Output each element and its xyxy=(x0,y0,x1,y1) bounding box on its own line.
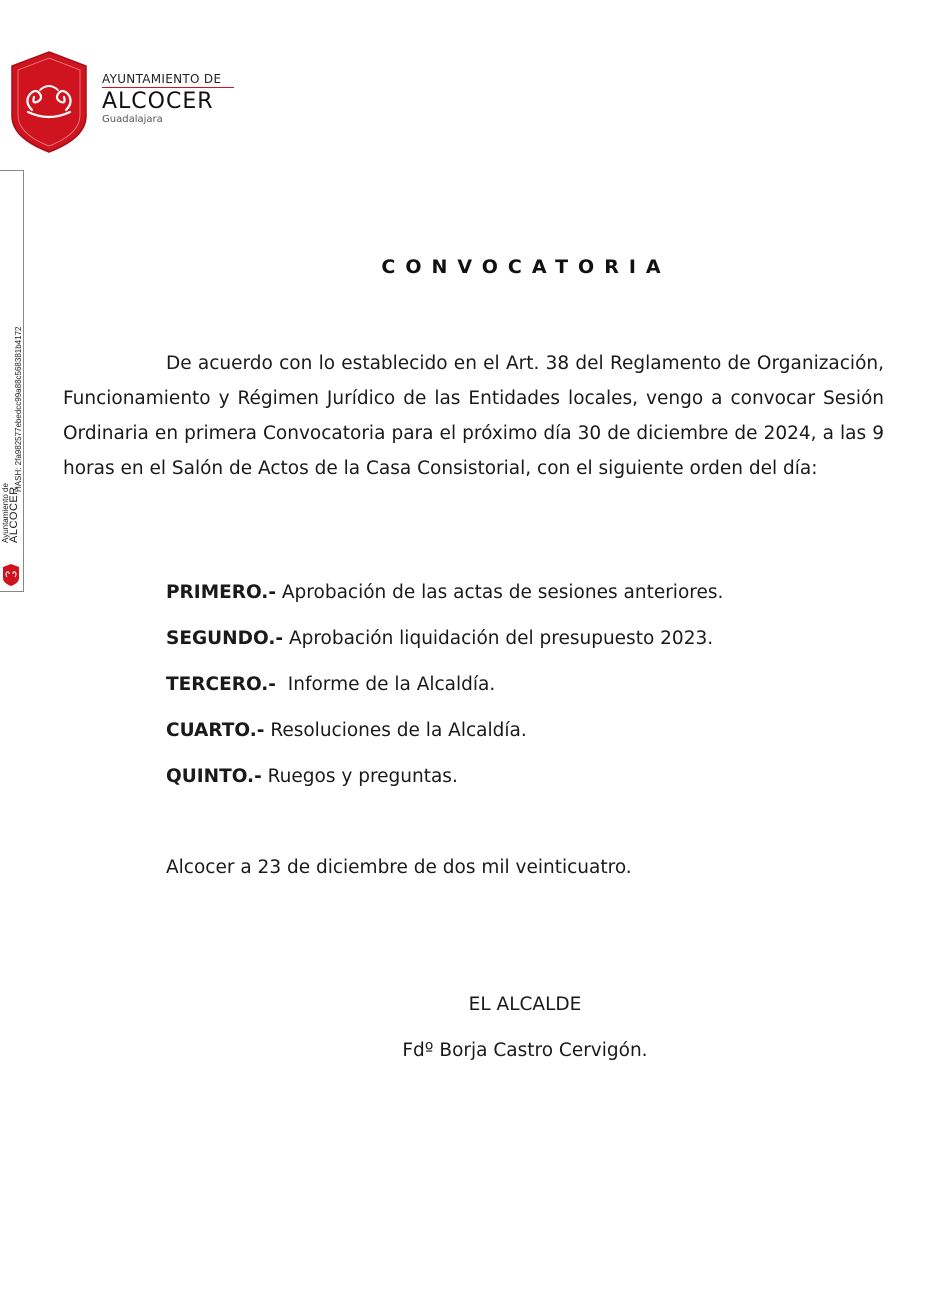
agenda-item-text: Resoluciones de la Alcaldía. xyxy=(270,720,527,741)
agenda-item-text: Aprobación de las actas de sesiones anteriores. xyxy=(281,582,724,603)
stamp-hash-wrapper xyxy=(14,327,23,492)
stamp-org-wrapper xyxy=(1,483,19,543)
agenda-item xyxy=(166,762,723,808)
stamp-hash: HASH: 2fa982577ebedcc99a88c568381b4172 xyxy=(14,326,23,492)
signer-name: Fdº Borja Castro Cervigón. xyxy=(402,1040,648,1061)
stamp-mini-logo-icon xyxy=(2,563,20,587)
logo-text xyxy=(102,72,234,126)
agenda-item xyxy=(166,624,723,670)
agenda-item-key: PRIMERO.- xyxy=(166,582,277,603)
side-verification-stamp xyxy=(0,170,24,592)
shield-logo-icon xyxy=(10,50,88,154)
agenda-item-key: TERCERO.- xyxy=(166,674,276,695)
org-province: Guadalajara xyxy=(102,114,163,125)
document-title: CONVOCATORIA xyxy=(381,256,671,278)
agenda-item xyxy=(166,578,723,624)
stamp-org-name: ALCOCER xyxy=(8,486,20,543)
convocation-paragraph: De acuerdo con lo establecido en el Art. 38 del Reglamento de Organización, Funcionamiento y Régimen Jurídico de las Entidades locales, vengo a convocar Sesión Ordinaria en primera Convocatoria para el próximo día 30 de diciembre de 2024, a las 9 horas en el Salón de Actos de la Casa Consistorial, con el siguiente orden del día: xyxy=(63,353,884,479)
stamp-org-small: Ayuntamiento de xyxy=(1,483,10,543)
agenda-item-key: QUINTO.- xyxy=(166,766,262,787)
agenda-item-key: SEGUNDO.- xyxy=(166,628,284,649)
agenda-item-text: Informe de la Alcaldía. xyxy=(281,674,496,695)
agenda-item xyxy=(166,670,723,716)
agenda-item-text: Aprobación liquidación del presupuesto 2023. xyxy=(288,628,714,649)
signer-title: EL ALCALDE xyxy=(468,994,582,1015)
org-line1: AYUNTAMIENTO DE xyxy=(102,72,222,86)
place-date: Alcocer a 23 de diciembre de dos mil veinticuatro. xyxy=(166,857,632,878)
agenda-item-key: CUARTO.- xyxy=(166,720,265,741)
agenda-item xyxy=(166,716,723,762)
org-name: ALCOCER xyxy=(102,89,214,114)
municipality-logo xyxy=(10,50,250,156)
logo-rule xyxy=(102,87,234,88)
agenda-list xyxy=(166,578,723,808)
agenda-item-text: Ruegos y preguntas. xyxy=(267,766,458,787)
